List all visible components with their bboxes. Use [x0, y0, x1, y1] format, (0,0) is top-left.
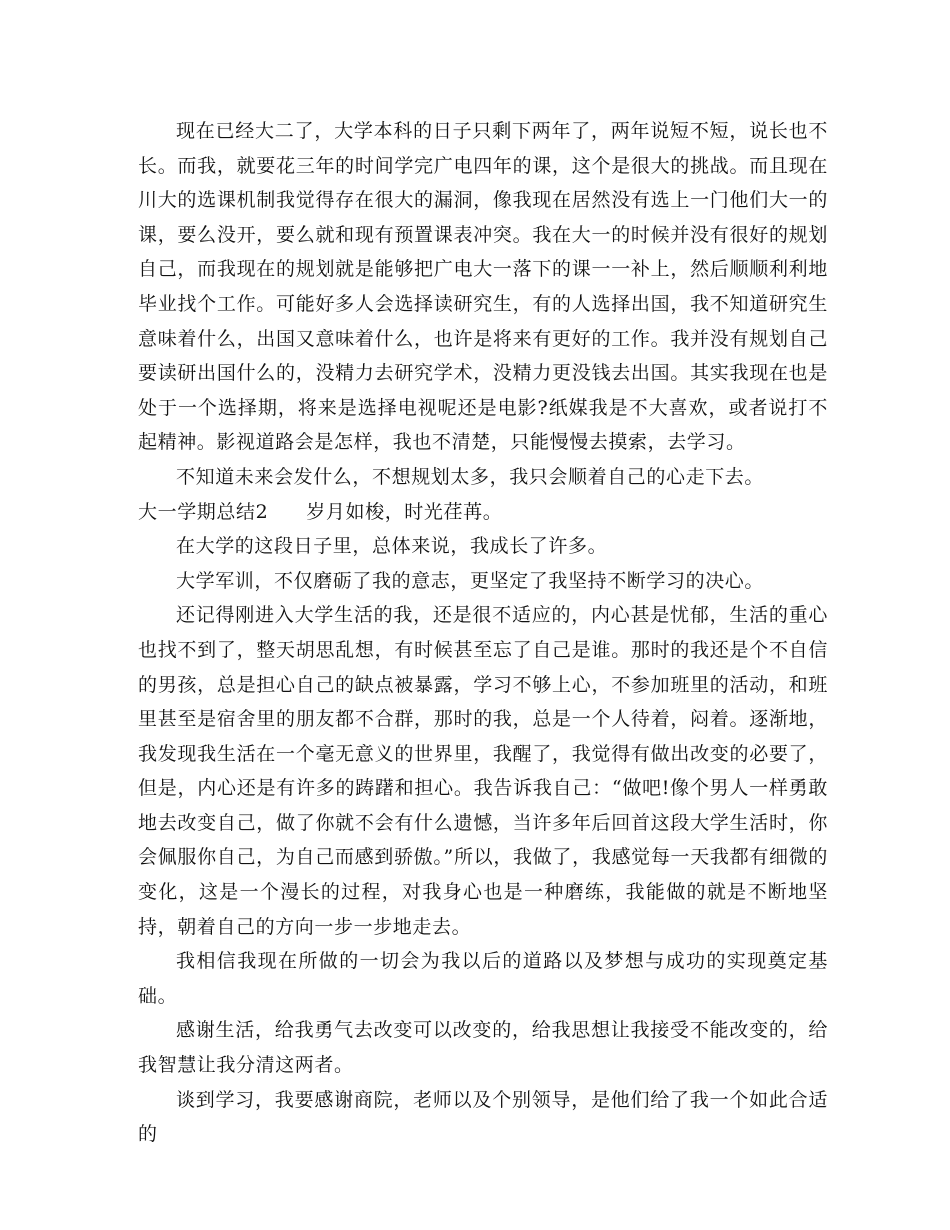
paragraph: 在大学的这段日子里，总体来说，我成长了许多。	[176, 535, 608, 558]
paragraph: 不知道未来会发什么，不想规划太多，我只会顺着自己的心走下去。	[176, 465, 765, 488]
section-heading-line	[138, 495, 828, 530]
paragraph: 谈到学习，我要感谢商院，老师以及个别领导，是他们给了我一个如此合适的	[138, 1088, 828, 1146]
section-heading-text: 岁月如梭，时光荏苒。	[306, 500, 503, 523]
paragraph: 还记得刚进入大学生活的我，还是很不适应的，内心甚是忧郁，生活的重心也找不到了，整天胡思乱想，有时候甚至忘了自己是谁。那时的我还是个不自信的男孩，总是担心自己的缺点被暴露，学习不够上心，不参加班里的活动，和班里甚至是宿舍里的朋友都不合群，那时的我，总是一个人待着，闷着。逐渐地，我发现我生活在一个毫无意义的世界里，我醒了，我觉得有做出改变的必要了，但是，内心还是有许多的踌躇和担心。我告诉我自己：“做吧!像个男人一样勇敢地去改变自己，做了你就不会有什么遗憾，当许多年后回首这段大学生活时，你会佩服你自己，为自己而感到骄傲。”所以，我做了，我感觉每一天我都有细微的变化，这是一个漫长的过程，对我身心也是一种磨练，我能做的就是不断地坚持，朝着自己的方向一步一步地走去。	[138, 604, 828, 938]
paragraph: 我相信我现在所做的一切会为我以后的道路以及梦想与成功的实现奠定基础。	[138, 950, 828, 1007]
section-heading-label: 大一学期总结2	[138, 500, 269, 523]
paragraph: 感谢生活，给我勇气去改变可以改变的，给我思想让我接受不能改变的，给我智慧让我分清这两者。	[138, 1019, 828, 1077]
paragraph: 大学军训，不仅磨砺了我的意志，更坚定了我坚持不断学习的决心。	[176, 569, 765, 592]
paragraph: 现在已经大二了，大学本科的日子只剩下两年了，两年说短不短，说长也不长。而我，就要花三年的时间学完广电四年的课，这个是很大的挑战。而且现在川大的选课机制我觉得存在很大的漏洞，像我现在居然没有选上一门他们大一的课，要么没开，要么就和现有预置课表冲突。我在大一的时候并没有很好的规划自己，而我现在的规划就是能够把广电大一落下的课一一补上，然后顺顺利利地毕业找个工作。可能好多人会选择读研究生，有的人选择出国，我不知道研究生意味着什么，出国又意味着什么，也许是将来有更好的工作。我并没有规划自己要读研出国什么的，没精力去研究学术，没精力更没钱去出国。其实我现在也是处于一个选择期，将来是选择电视呢还是电影?纸媒我是不大喜欢，或者说打不起精神。影视道路会是怎样，我也不清楚，只能慢慢去摸索，去学习。	[138, 120, 828, 454]
document-body	[138, 114, 828, 1152]
